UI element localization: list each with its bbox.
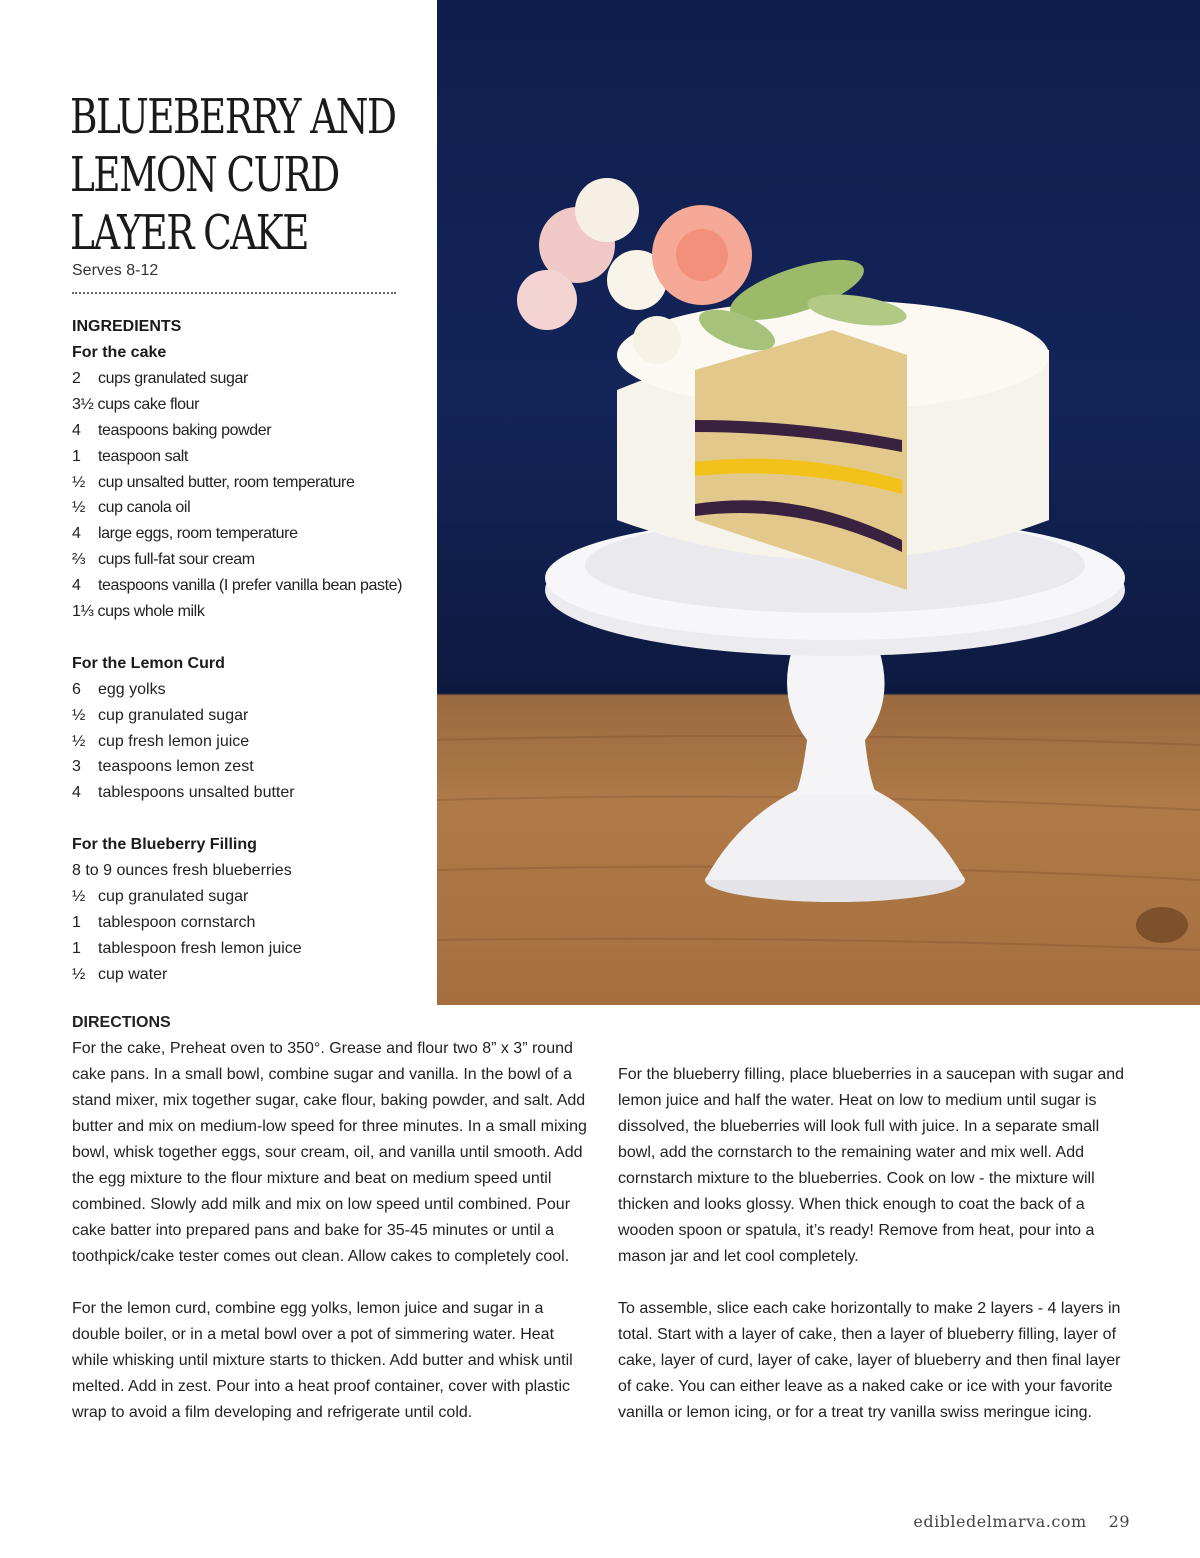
- ingredient-item: 4 teaspoons vanilla (I prefer vanilla bean paste): [72, 577, 403, 595]
- ingredient-item: 3½ cups cake flour: [72, 395, 200, 413]
- curd-heading: For the Lemon Curd: [72, 654, 225, 672]
- ingredient-item: 2 cups granulated sugar: [72, 370, 248, 387]
- filling-heading: For the Blueberry Filling: [72, 836, 257, 854]
- page-footer: [913, 1512, 1130, 1531]
- title-line-2: LEMON CURD: [70, 147, 339, 203]
- ingredient-item: 1 tablespoon fresh lemon juice: [72, 939, 302, 957]
- directions-assemble: To assemble, slice each cake horizontally to make 2 layers - 4 layers in total. Start with a layer of cake, then a layer of blueberry filling, layer of cake, layer of curd, layer of cake, layer of blueberry and then final layer of cake. You can either leave as a naked cake or ice with your favorite vanilla or lemon icing, or for a treat try vanilla swiss meringue icing.: [618, 1300, 1121, 1421]
- directions-lemon-curd: For the lemon curd, combine egg yolks, lemon juice and sugar in a double boiler, or in a metal bowl over a pot of simmering water. Heat while whisking until mixture starts to thicken. Add butter and whisk until melted. Add in zest. Pour into a heat proof container, cover with plastic wrap to avoid a film developing and refrigerate until cold.: [72, 1300, 573, 1421]
- cake-illustration: [437, 0, 1200, 1005]
- ingredient-item: ½ cup granulated sugar: [72, 888, 249, 906]
- ingredient-item: 3 teaspoons lemon zest: [72, 758, 254, 776]
- ingredient-item: ½ cup canola oil: [72, 499, 191, 517]
- ingredient-item: ½ cup unsalted butter, room temperature: [72, 473, 355, 491]
- ingredient-item: 4 tablespoons unsalted butter: [72, 784, 295, 802]
- recipe-title: [70, 88, 396, 262]
- cake-photo: [437, 0, 1200, 1005]
- directions-heading: DIRECTIONS: [72, 1014, 171, 1031]
- title-line-1: BLUEBERRY AND: [70, 89, 396, 145]
- ingredient-item: ½ cup fresh lemon juice: [72, 732, 250, 750]
- ingredient-item: ½ cup water: [72, 965, 168, 983]
- ingredient-item: 4 teaspoons baking powder: [72, 421, 272, 439]
- ingredients-list: [72, 314, 432, 988]
- ingredient-item: ½ cup granulated sugar: [72, 706, 249, 724]
- site-url: edibledelmarva.com: [913, 1512, 1087, 1531]
- ingredient-item: 8 to 9 ounces fresh blueberries: [72, 862, 292, 880]
- directions-blueberry-filling: For the blueberry filling, place blueberries in a saucepan with sugar and lemon juice and half the water. Heat on low to medium until sugar is dissolved, the blueberries will look full with juice. In a separate small bowl, add the cornstarch to the remaining water and mix well. Add cornstarch mixture to the blueberries. Cook on low - the mixture will thicken and looks glossy. When thick enough to coat the back of a wooden spoon or spatula, it’s ready! Remove from heat, pour into a mason jar and let cool completely.: [618, 1066, 1125, 1265]
- ingredient-item: 1⅓ cups whole milk: [72, 603, 205, 621]
- ingredient-item: 1 tablespoon cornstarch: [72, 913, 256, 931]
- ingredient-item: 4 large eggs, room temperature: [72, 525, 298, 543]
- ingredient-item: 1 teaspoon salt: [72, 447, 188, 465]
- dotted-divider: [72, 292, 396, 294]
- directions-column-right: [618, 1062, 1128, 1426]
- title-line-3: LAYER CAKE: [70, 205, 308, 261]
- ingredient-item: 6 egg yolks: [72, 680, 166, 698]
- cake-heading: For the cake: [72, 344, 167, 361]
- page-number: 29: [1108, 1512, 1130, 1531]
- directions-cake: For the cake, Preheat oven to 350°. Grease and flour two 8” x 3” round cake pans. In a small bowl, combine sugar and vanilla. In the bowl of a stand mixer, mix together sugar, cake flour, baking powder, and salt. Add butter and mix on medium-low speed for three minutes. In a small mixing bowl, whisk together eggs, sour cream, oil, and vanilla until smooth. Add the egg mixture to the flour mixture and beat on medium speed until combined. Slowly add milk and mix on low speed until combined. Pour cake batter into prepared pans and bake for 35-45 minutes or until a toothpick/cake tester comes out clean. Allow cakes to completely cool.: [72, 1040, 587, 1265]
- directions-column-left: [72, 1036, 587, 1426]
- ingredients-heading: INGREDIENTS: [72, 318, 182, 335]
- ingredient-item: ⅔ cups full-fat sour cream: [72, 551, 255, 569]
- serves-text: Serves 8-12: [72, 262, 159, 279]
